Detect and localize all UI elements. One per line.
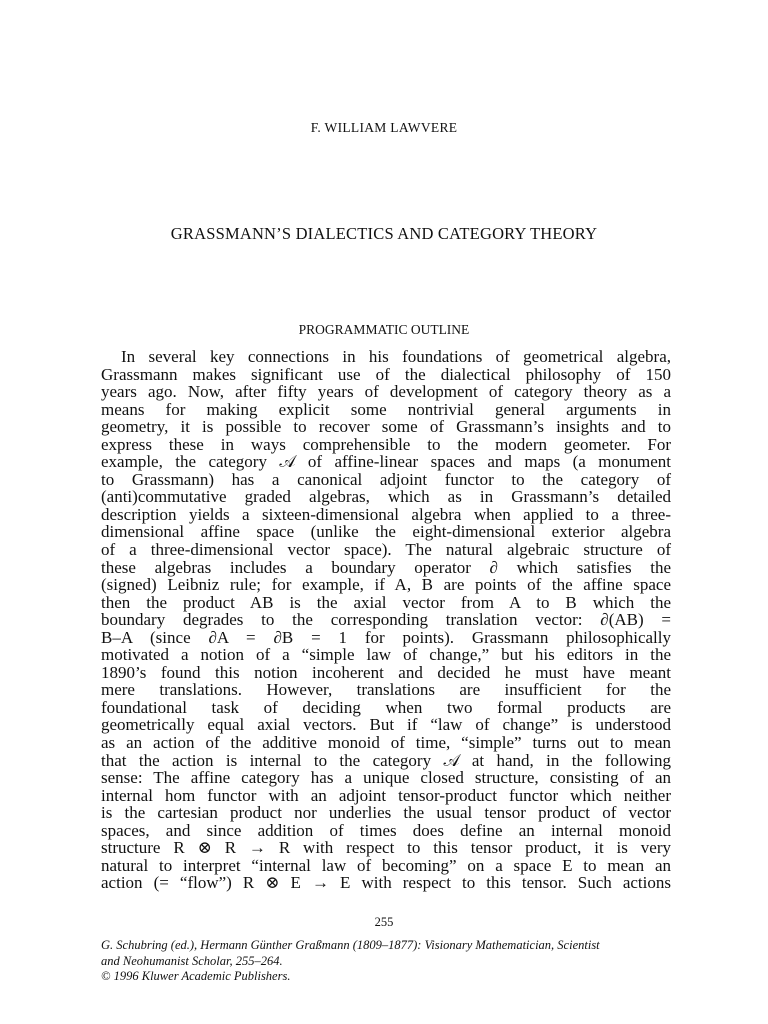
text-line: In several key connections in his foundations of geometrical algebra, (121, 347, 671, 366)
text-line: 1890’s found this notion incoherent and decided he must have meant (101, 662, 671, 682)
text-line: dimensional affine space (unlike the eight-dimensional exterior algebra (101, 522, 671, 542)
text-line: action (= “flow”) R ⊗ E → E with respect to this tensor. Such actions (101, 873, 671, 893)
text-line: mere translations. However, translations are insufficient for the (101, 680, 671, 700)
text-line: natural to interpret “internal law of becoming” on a space E to mean an (101, 855, 671, 875)
paper-title: GRASSMANN’S DIALECTICS AND CATEGORY THEORY (170, 224, 598, 243)
text-line: as an action of the additive monoid of time, “simple” turns out to mean (101, 733, 671, 753)
text-line: sense: The affine category has a unique closed structure, consisting of an (101, 768, 671, 788)
body-paragraph (101, 348, 671, 892)
text-line: years ago. Now, after fifty years of development of category theory as a (101, 382, 671, 402)
text-line: (signed) Leibniz rule; for example, if A, B are points of the affine space (101, 575, 671, 595)
text-line: is the cartesian product nor underlies the usual tensor product of vector (101, 803, 671, 823)
text-line: structure R ⊗ R → R with respect to this tensor product, it is very (101, 838, 671, 858)
text-line: to Grassmann) has a canonical adjoint functor to the category of (101, 469, 671, 489)
text-line: of a three-dimensional vector space). The natural algebraic structure of (101, 540, 671, 560)
footer-citation (101, 938, 681, 985)
text-line: spaces, and since addition of times does define an internal monoid (101, 820, 671, 840)
text-line: then the product AB is the axial vector from A to B which the (101, 592, 671, 612)
text-line: means for making explicit some nontrivial general arguments in (101, 399, 671, 419)
text-line: express these in ways comprehensible to the modern geometer. For (101, 434, 671, 454)
citation-line: and Neohumanist Scholar, 255–264. (101, 953, 283, 968)
page-number: 255 (374, 915, 394, 929)
text-line: geometrically equal axial vectors. But if “law of change” is understood (101, 715, 671, 735)
text-line: B–A (since ∂A = ∂B = 1 for points). Grassmann philosophically (101, 627, 671, 647)
text-line: Grassmann makes significant use of the dialectical philosophy of 150 (101, 364, 671, 384)
text-line: description yields a sixteen-dimensional algebra when applied to a three- (101, 504, 671, 524)
section-heading: PROGRAMMATIC OUTLINE (298, 322, 470, 337)
text-line: these algebras includes a boundary operator ∂ which satisfies the (101, 557, 671, 577)
text-line: internal hom functor with an adjoint tensor-product functor which neither (101, 785, 671, 805)
author-name: F. WILLIAM LAWVERE (310, 120, 458, 135)
text-line: motivated a notion of a “simple law of change,” but his editors in the (101, 645, 671, 665)
text-line: geometry, it is possible to recover some of Grassmann’s insights and to (101, 417, 671, 437)
text-line: example, the category 𝒜 of affine-linear spaces and maps (a monument (101, 452, 671, 472)
copyright-line: © 1996 Kluwer Academic Publishers. (101, 969, 291, 983)
text-line: that the action is internal to the category 𝒜 at hand, in the following (101, 750, 671, 770)
text-line: (anti)commutative graded algebras, which as in Grassmann’s detailed (101, 487, 671, 507)
text-line: boundary degrades to the corresponding translation vector: ∂(AB) = (101, 610, 671, 630)
text-line: foundational task of deciding when two formal products are (101, 697, 671, 717)
citation-line: G. Schubring (ed.), Hermann Günther Graßmann (1809–1877): Visionary Mathematician, Scientist (101, 938, 600, 952)
